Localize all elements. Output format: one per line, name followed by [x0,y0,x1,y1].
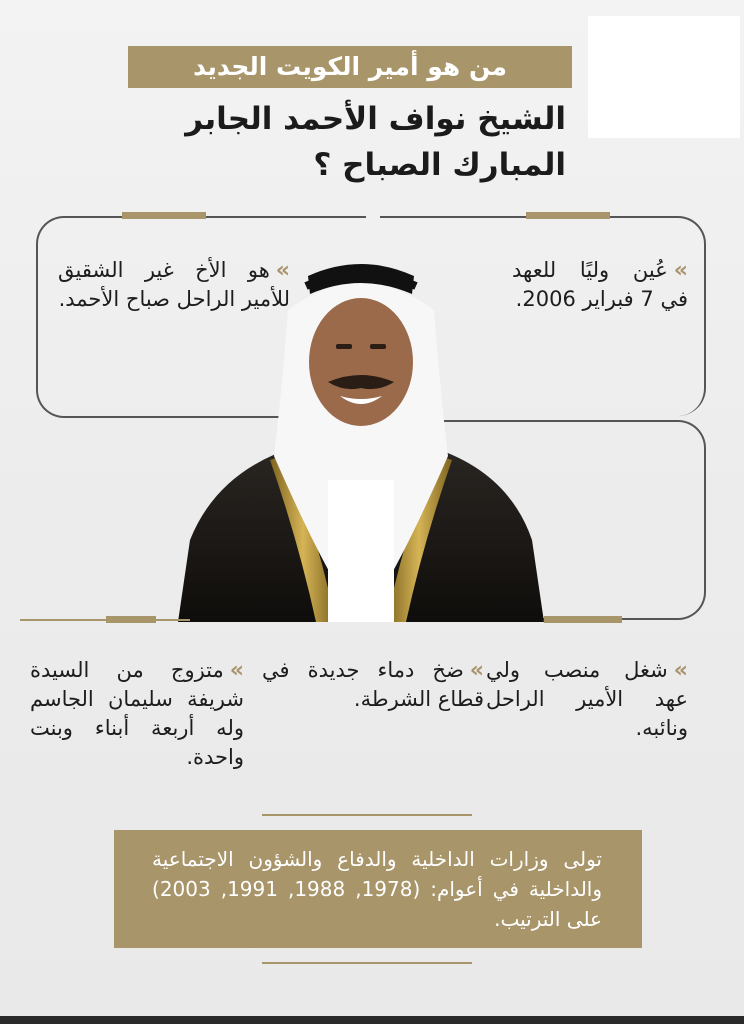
divider-line-upper [262,814,472,816]
fact-deputy-text: شغل منصب ولي عهد الأمير الراحل ونائبه. [486,658,688,740]
blank-white-panel [588,16,740,138]
divider-line-left [20,619,190,621]
chevron-bullet-icon: » [275,258,290,283]
fact-half-brother-text: هو الأخ غير الشقيق للأمير الراحل صباح الأحمد. [58,258,290,311]
chevron-bullet-icon: » [673,658,688,683]
fact-family-text: متزوج من السيدة شريفة سليمان الجاسم وله أربعة أبناء وبنت واحدة. [30,658,244,769]
bottom-strip [0,1016,744,1024]
headline-name [106,96,566,188]
eye-left [336,344,352,349]
ministries-box [114,830,642,948]
fact-half-brother [58,256,290,314]
gold-divider-mid-right [544,616,622,623]
fact-crown-prince [512,256,688,314]
divider-line-lower [262,962,472,964]
ministries-text: تولى وزارات الداخلية والدفاع والشؤون الاجتماعية والداخلية في أعوام: (1978, 1988, 1991, 2003) على الترتيب. [152,847,603,931]
headline-question: من هو أمير الكويت الجديد [128,46,572,88]
fact-police-text: ضخ دماء جديدة في قطاع الشرطة. [262,658,484,711]
headline-name-line-2: المبارك الصباح ؟ [313,147,566,183]
chevron-bullet-icon: » [673,258,688,283]
headline-name-line-1: الشيخ نواف الأحمد الجابر [185,101,566,137]
fact-deputy [486,656,688,743]
chevron-bullet-icon: » [229,658,244,683]
eye-right [370,344,386,349]
face [309,298,413,426]
white-thobe-collar [328,480,394,622]
fact-crown-prince-text: عُين وليًا للعهد في 7 فبراير 2006. [512,258,688,311]
gold-divider-top-right [526,212,610,219]
fact-police [262,656,484,714]
fact-family [30,656,244,772]
chevron-bullet-icon: » [469,658,484,683]
gold-divider-mid-left [106,616,156,623]
gold-divider-top-left [122,212,206,219]
